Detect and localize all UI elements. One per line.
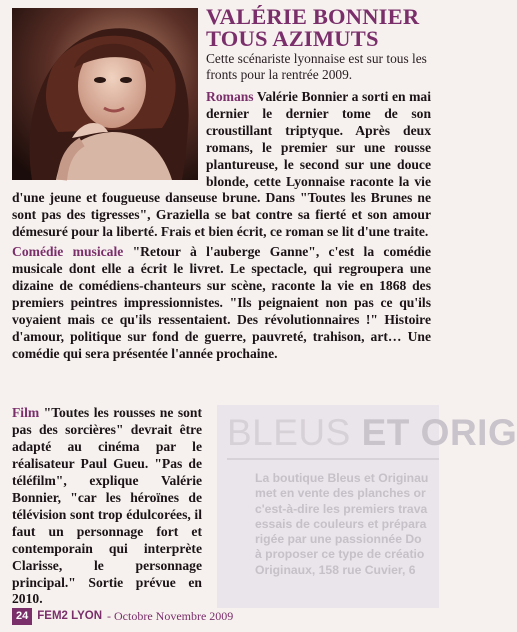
sidebar-heading-light: BLEUS [227,412,351,453]
photo-spacer [12,89,206,184]
sidebar-line: à proposer ce type de créatio [255,547,425,562]
sidebar-line: Originaux, 158 rue Cuvier, 6 [255,562,416,577]
issue-date: - Octobre Novembre 2009 [107,608,234,623]
sidebar-heading [227,413,517,453]
sidebar-panel [217,405,517,608]
romans-lead: Romans [206,89,254,104]
article-intro: Cette scénariste lyonnaise est sur tous les fronts pour la rentrée 2009. [206,51,427,83]
sidebar-line: c'est-à-dire les premiers trava [255,501,428,516]
title-line-2: TOUS AZIMUTS [206,26,379,51]
magazine-name: FEM2 LYON [37,610,103,622]
article-body [12,89,431,363]
sidebar-line: rigée par une passionnée Do [255,532,422,547]
sidebar-line: essais de couleurs et prépara [255,516,427,531]
sidebar-line: met en vente des planches or [255,486,426,501]
page-footer [12,606,234,626]
film-lead: Film [12,405,40,420]
romans-text: Valérie Bonnier a sorti en mai dernier le dernier tome de son croustillant triptyque. Après deux romans, le premier sur une rousse plantureuse, le second sur une douce blonde, cette Lyonnaise raconte la vie d'une jeune et fougueuse danseuse brune. Dans "Toutes les Brunes ne sont pas des tigresses", Graziella se bat contre sa fierté et son amour démesuré pour la liberté. Frais et bien écrit, ce roman se lit d'une traite. [12,89,431,240]
film-paragraph [12,405,202,608]
sidebar-text [255,471,455,578]
sidebar-heading-bold: ET ORIG [361,412,517,453]
sidebar-line: La boutique Bleus et Originau [255,471,429,485]
film-text: "Toutes les rousses ne sont pas des sorcières" devrait être adapté au cinéma par le réalisateur Paul Gueu. "Pas de téléfilm", explique Valérie Bonnier, "car les héroïnes de télévision sont trop édulcorées, il faut un personnage fort et contemporain qui interprète Clarisse, le personnage principal." Sortie prévue en 2010. [12,405,202,607]
article-title [206,6,434,50]
film-section [12,405,202,608]
title-line-1: VALÉRIE BONNIER [206,4,420,29]
comedie-lead: Comédie musicale [12,244,124,260]
sidebar-divider [227,458,439,460]
comedie-paragraph [12,244,431,362]
comedie-text: "Retour à l'auberge Ganne", c'est la comédie musicale dont elle a écrit le livret. Le spectacle, qui regroupera une dizaine de comédiens-chanteurs sur scène, raconte la vie en 1868 des premiers peintres impressionnistes. "Ils peignaient non pas ce qu'ils voyaient mais ce qu'ils ressentaient. Des révolutionnaires !" Histoire d'amour, politique sur fond de guerre, pauvreté, trahison, art… Une comédie qui sera présentée l'année prochaine. [12,244,431,361]
page-number: 24 [12,608,32,625]
